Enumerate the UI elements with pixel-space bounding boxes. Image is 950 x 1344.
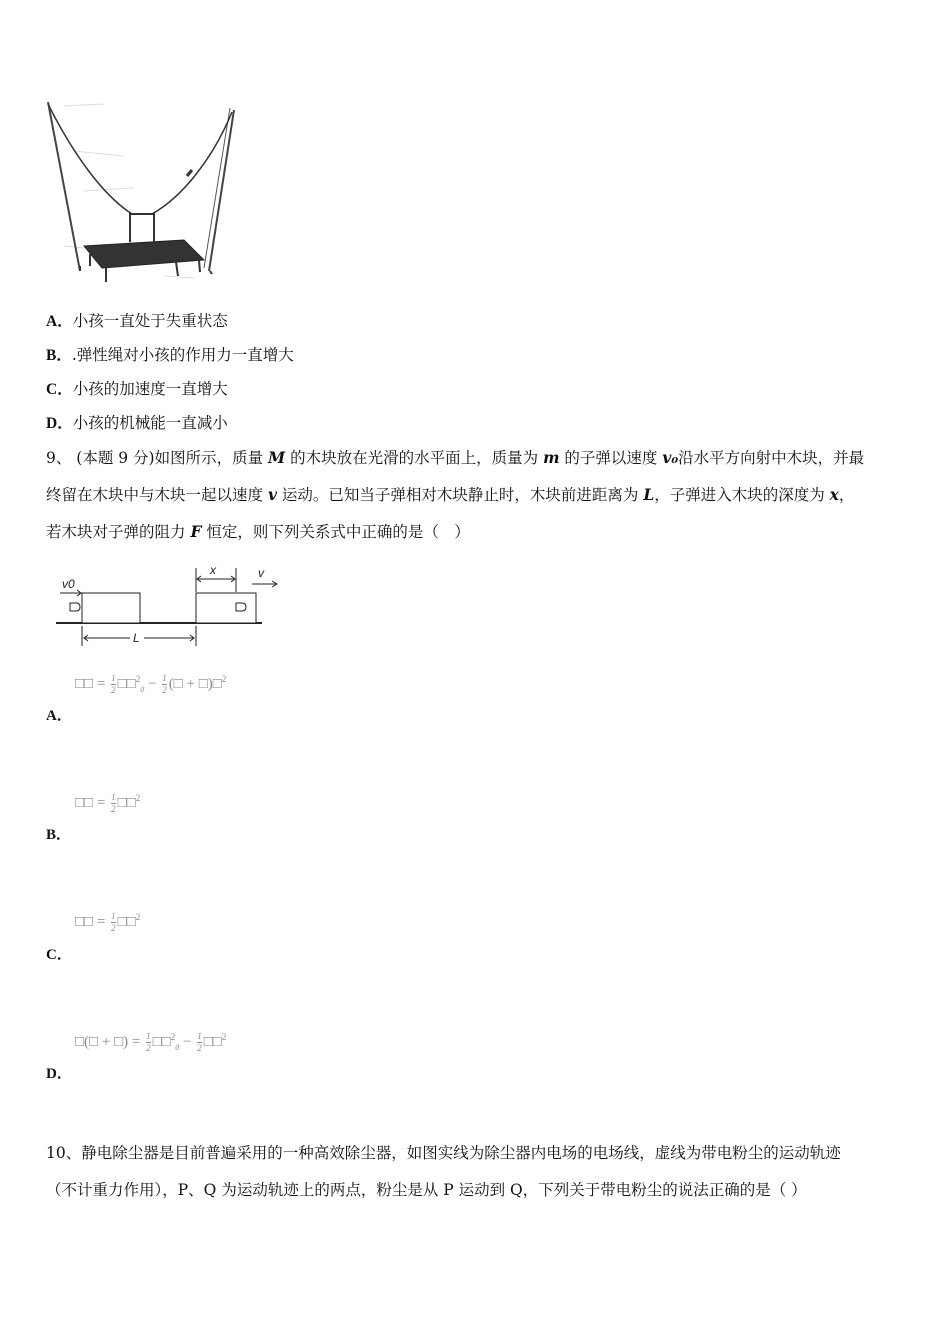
v-label: v <box>258 566 264 580</box>
q9-option-d-label[interactable]: D． <box>46 1066 72 1082</box>
q9-option-c-formula: □□ = $\frac{1}{2}$ □□$^2$ <box>75 911 141 934</box>
q8-option-a[interactable]: A．小孩一直处于失重状态 <box>46 312 228 330</box>
bungee-trampoline-figure <box>44 96 239 296</box>
q10-stem-line-2: （不计重力作用），P、Q 为运动轨迹上的两点，粉尘是从 P 运动到 Q，下列关于带电粉尘的说法正确的是（ ） <box>46 1181 807 1199</box>
block-final <box>196 593 256 623</box>
q9-option-a-label[interactable]: A． <box>46 708 72 724</box>
block-initial <box>82 593 140 623</box>
bullet-embedded <box>236 603 246 611</box>
q9-stem-line-3: 若木块对子弹的阻力 F 恒定，则下列关系式中正确的是（ ） <box>46 522 470 541</box>
bullet-block-figure <box>52 560 282 652</box>
v0-label: v0 <box>62 577 75 591</box>
q10-stem-line-1: 10、静电除尘器是目前普遍采用的一种高效除尘器，如图实线为除尘器内电场的电场线，虚线为带电粉尘的运动轨迹 <box>46 1144 841 1162</box>
x-label: x <box>210 563 216 577</box>
q9-option-b-formula: □□ = $\frac{1}{2}$ □□$^2$ <box>75 792 141 815</box>
q9-option-c-label[interactable]: C． <box>46 947 72 963</box>
q9-stem-line-1: 9、 (本题 9 分)如图所示，质量 M 的木块放在光滑的水平面上，质量为 m 的子弹以速度 v₀沿水平方向射中木块，并最 <box>46 448 865 467</box>
bullet-initial <box>70 603 80 611</box>
L-label: L <box>133 631 140 645</box>
q9-option-d-formula: □(□ + □) = $\frac{1}{2}$ □□$^2_0$ − $\frac{1}{2}$ □□$^2$ <box>75 1031 227 1054</box>
q9-option-a-formula: □□ = $\frac{1}{2}$ □□$^2_0$ − $\frac{1}{2}$ (□ + □)□$^2$ <box>75 673 227 696</box>
q9-stem-line-2: 终留在木块中与木块一起以速度 v 运动。已知当子弹相对木块静止时，木块前进距离为 L，子弹进入木块的深度为 x， <box>46 485 855 504</box>
q9-option-b-label[interactable]: B． <box>46 827 72 843</box>
q8-option-b[interactable]: B．.弹性绳对小孩的作用力一直增大 <box>46 346 294 364</box>
q8-option-c[interactable]: C．小孩的加速度一直增大 <box>46 380 228 398</box>
q8-option-d[interactable]: D．小孩的机械能一直减小 <box>46 414 228 432</box>
